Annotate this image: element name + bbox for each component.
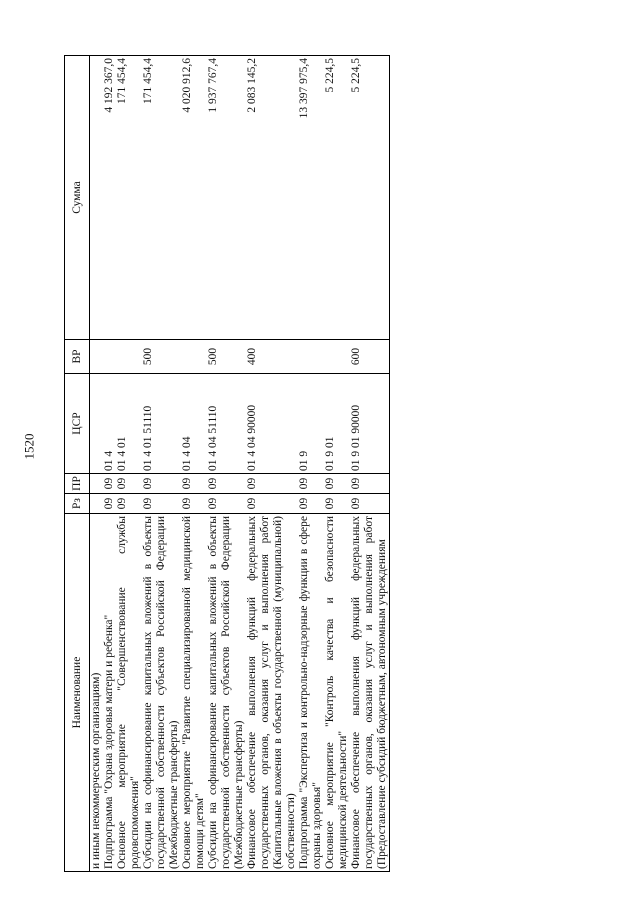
header-rz: Рз	[65, 494, 90, 514]
row-csr: 01 4 04	[181, 374, 207, 474]
row-sum: 13 397 975,4	[298, 56, 324, 340]
row-pr: 09	[298, 474, 324, 494]
row-name: Подпрограмма "Экспертиза и контрольно-надзорные функции в сфере охраны здоровья"	[298, 514, 324, 872]
row-name: Основное мероприятие "Совершенствование службы родовспоможения"	[116, 514, 142, 872]
row-csr: 01 4	[103, 374, 116, 474]
row-name: Подпрограмма "Охрана здоровья матери и ребенка"	[103, 514, 116, 872]
row-name: Субсидии на софинансирование капитальных вложений в объекты государственной собственности субъектов Российской Федерации (Межбюджетные трансферты)	[142, 514, 181, 872]
row-vr	[298, 340, 324, 374]
row-rz: 09	[298, 494, 324, 514]
table-row	[142, 56, 181, 872]
row-vr	[90, 340, 104, 374]
row-sum: 5 224,5	[350, 56, 390, 340]
row-pr: 09	[103, 474, 116, 494]
table-row	[116, 56, 142, 872]
table-row	[246, 56, 298, 872]
row-rz	[90, 494, 104, 514]
row-csr: 01 4 01 51110	[142, 374, 181, 474]
row-vr: 600	[350, 340, 390, 374]
row-sum	[90, 56, 104, 340]
table-row	[207, 56, 246, 872]
budget-table	[64, 55, 390, 872]
row-rz: 09	[116, 494, 142, 514]
row-pr: 09	[142, 474, 181, 494]
table-row	[324, 56, 350, 872]
row-csr: 01 4 01	[116, 374, 142, 474]
row-vr: 500	[142, 340, 181, 374]
row-rz: 09	[324, 494, 350, 514]
row-rz: 09	[207, 494, 246, 514]
row-sum: 4 020 912,6	[181, 56, 207, 340]
header-pr: ПР	[65, 474, 90, 494]
row-sum: 5 224,5	[324, 56, 350, 340]
row-vr: 500	[207, 340, 246, 374]
header-name: Наименование	[65, 514, 90, 872]
row-sum: 1 937 767,4	[207, 56, 246, 340]
header-vr: ВР	[65, 340, 90, 374]
row-sum: 4 192 367,0	[103, 56, 116, 340]
header-csr: ЦСР	[65, 374, 90, 474]
row-rz: 09	[246, 494, 298, 514]
row-pr	[90, 474, 104, 494]
row-name: и иным некоммерческим организациям)	[90, 514, 104, 872]
row-csr	[90, 374, 104, 474]
row-sum: 171 454,4	[142, 56, 181, 340]
table-row	[90, 56, 104, 872]
table-header-row	[65, 56, 90, 872]
row-name: Основное мероприятие "Развитие специализированной медицинской помощи детям"	[181, 514, 207, 872]
row-pr: 09	[324, 474, 350, 494]
row-vr	[103, 340, 116, 374]
row-pr: 09	[350, 474, 390, 494]
table-row	[103, 56, 116, 872]
table-row	[181, 56, 207, 872]
row-vr	[324, 340, 350, 374]
row-name: Финансовое обеспечение выполнения функций федеральных государственных органов, оказания услуг и выполнения работ (Капитальные вложения в объекты государственной (муниципальной) собственности)	[246, 514, 298, 872]
row-pr: 09	[246, 474, 298, 494]
budget-table-container	[64, 56, 609, 872]
row-csr: 01 9 01	[324, 374, 350, 474]
row-csr: 01 4 04 51110	[207, 374, 246, 474]
row-rz: 09	[142, 494, 181, 514]
row-rz: 09	[103, 494, 116, 514]
row-pr: 09	[207, 474, 246, 494]
row-pr: 09	[181, 474, 207, 494]
page-number: 1520	[21, 433, 37, 460]
header-sum: Сумма	[65, 56, 90, 340]
row-vr: 400	[246, 340, 298, 374]
row-name: Основное мероприятие "Контроль качества и безопасности медицинской деятельности"	[324, 514, 350, 872]
row-sum: 2 083 145,2	[246, 56, 298, 340]
row-csr: 01 9 01 90000	[350, 374, 390, 474]
row-csr: 01 9	[298, 374, 324, 474]
row-name: Субсидии на софинансирование капитальных вложений в объекты государственной собственности субъектов Российской Федерации (Межбюджетные трансферты)	[207, 514, 246, 872]
table-row	[350, 56, 390, 872]
row-vr	[116, 340, 142, 374]
row-rz: 09	[181, 494, 207, 514]
row-name: Финансовое обеспечение выполнения функций федеральных государственных органов, оказания услуг и выполнения работ (Предоставление субсидий бюджетным, автономным учреждениям	[350, 514, 390, 872]
row-rz: 09	[350, 494, 390, 514]
table-row	[298, 56, 324, 872]
row-vr	[181, 340, 207, 374]
row-sum: 171 454,4	[116, 56, 142, 340]
row-csr: 01 4 04 90000	[246, 374, 298, 474]
row-pr: 09	[116, 474, 142, 494]
